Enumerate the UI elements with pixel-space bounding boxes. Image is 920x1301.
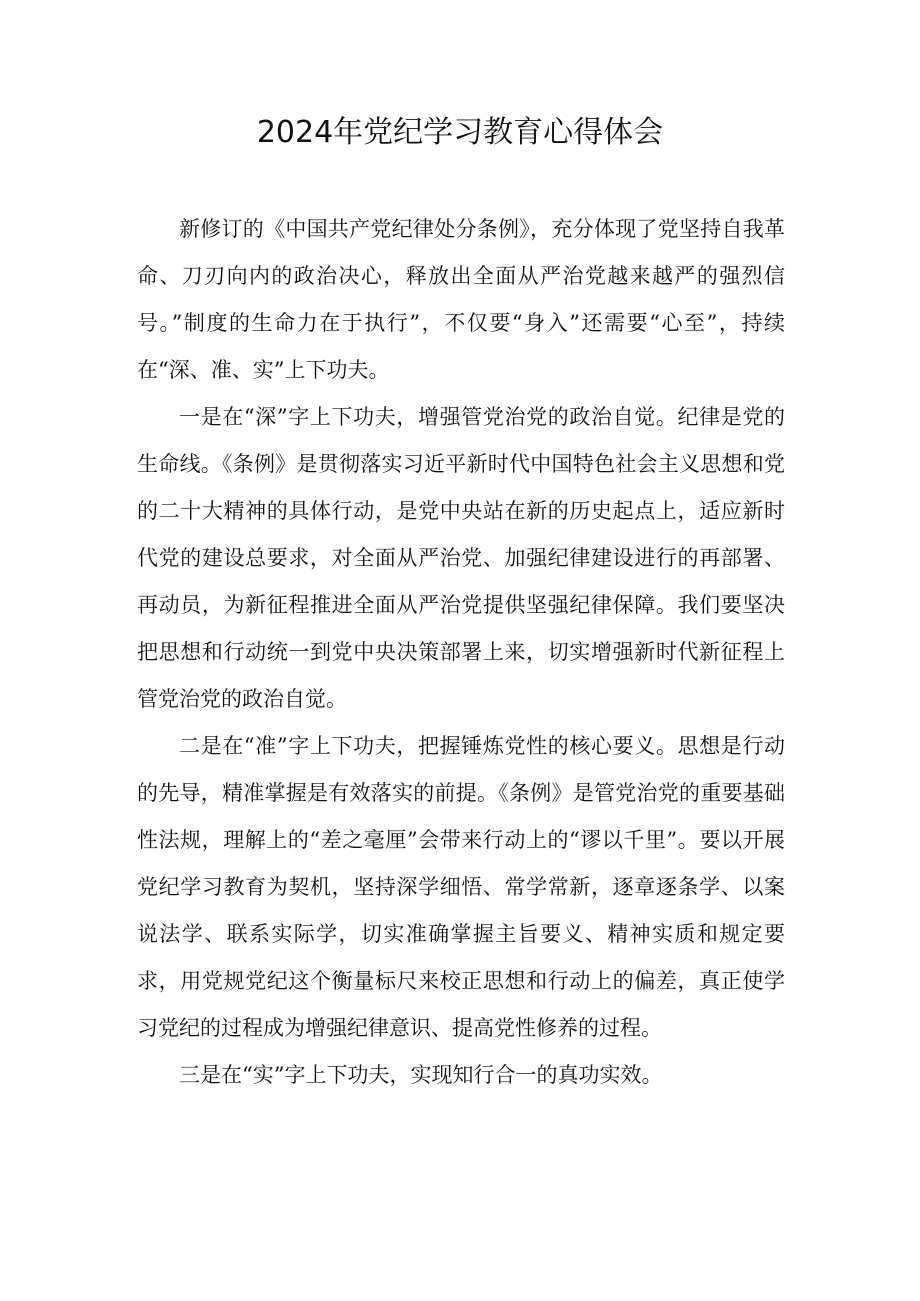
document-title: 2024年党纪学习教育心得体会 xyxy=(256,115,664,150)
paragraph-point-three: 三是在“实”字上下功夫，实现知行合一的真功实效。 xyxy=(179,1063,663,1087)
document-body xyxy=(137,206,785,1099)
paragraph-point-one: 一是在“深”字上下功夫，增强管党治党的政治自觉。纪律是党的生命线。《条例》是贯彻落实习近平新时代中国特色社会主义思想和党的二十大精神的具体行动，是党中央站在新的历史起点上，适应新时代党的建设总要求，对全面从严治党、加强纪律建设进行的再部署、再动员，为新征程推进全面从严治党提供坚强纪律保障。我们要坚决把思想和行动统一到党中央决策部署上来，切实增强新时代新征程上管党治党的政治自觉。 xyxy=(137,405,785,711)
paragraph-intro: 新修订的《中国共产党纪律处分条例》，充分体现了党坚持自我革命、刀刃向内的政治决心，释放出全面从严治党越来越严的强烈信号。”制度的生命力在于执行”，不仅要“身入”还需要“心至”，持续在“深、准、实”上下功夫。 xyxy=(137,217,785,382)
paragraph-point-two: 二是在“准”字上下功夫，把握锤炼党性的核心要义。思想是行动的先导，精准掌握是有效落实的前提。《条例》是管党治党的重要基础性法规，理解上的“差之毫厘”会带来行动上的“谬以千里”。要以开展党纪学习教育为契机，坚持深学细悟、常学常新，逐章逐条学、以案说法学、联系实际学，切实准确掌握主旨要义、精神实质和规定要求，用党规党纪这个衡量标尺来校正思想和行动上的偏差，真正使学习党纪的过程成为增强纪律意识、提高党性修养的过程。 xyxy=(137,734,785,1040)
